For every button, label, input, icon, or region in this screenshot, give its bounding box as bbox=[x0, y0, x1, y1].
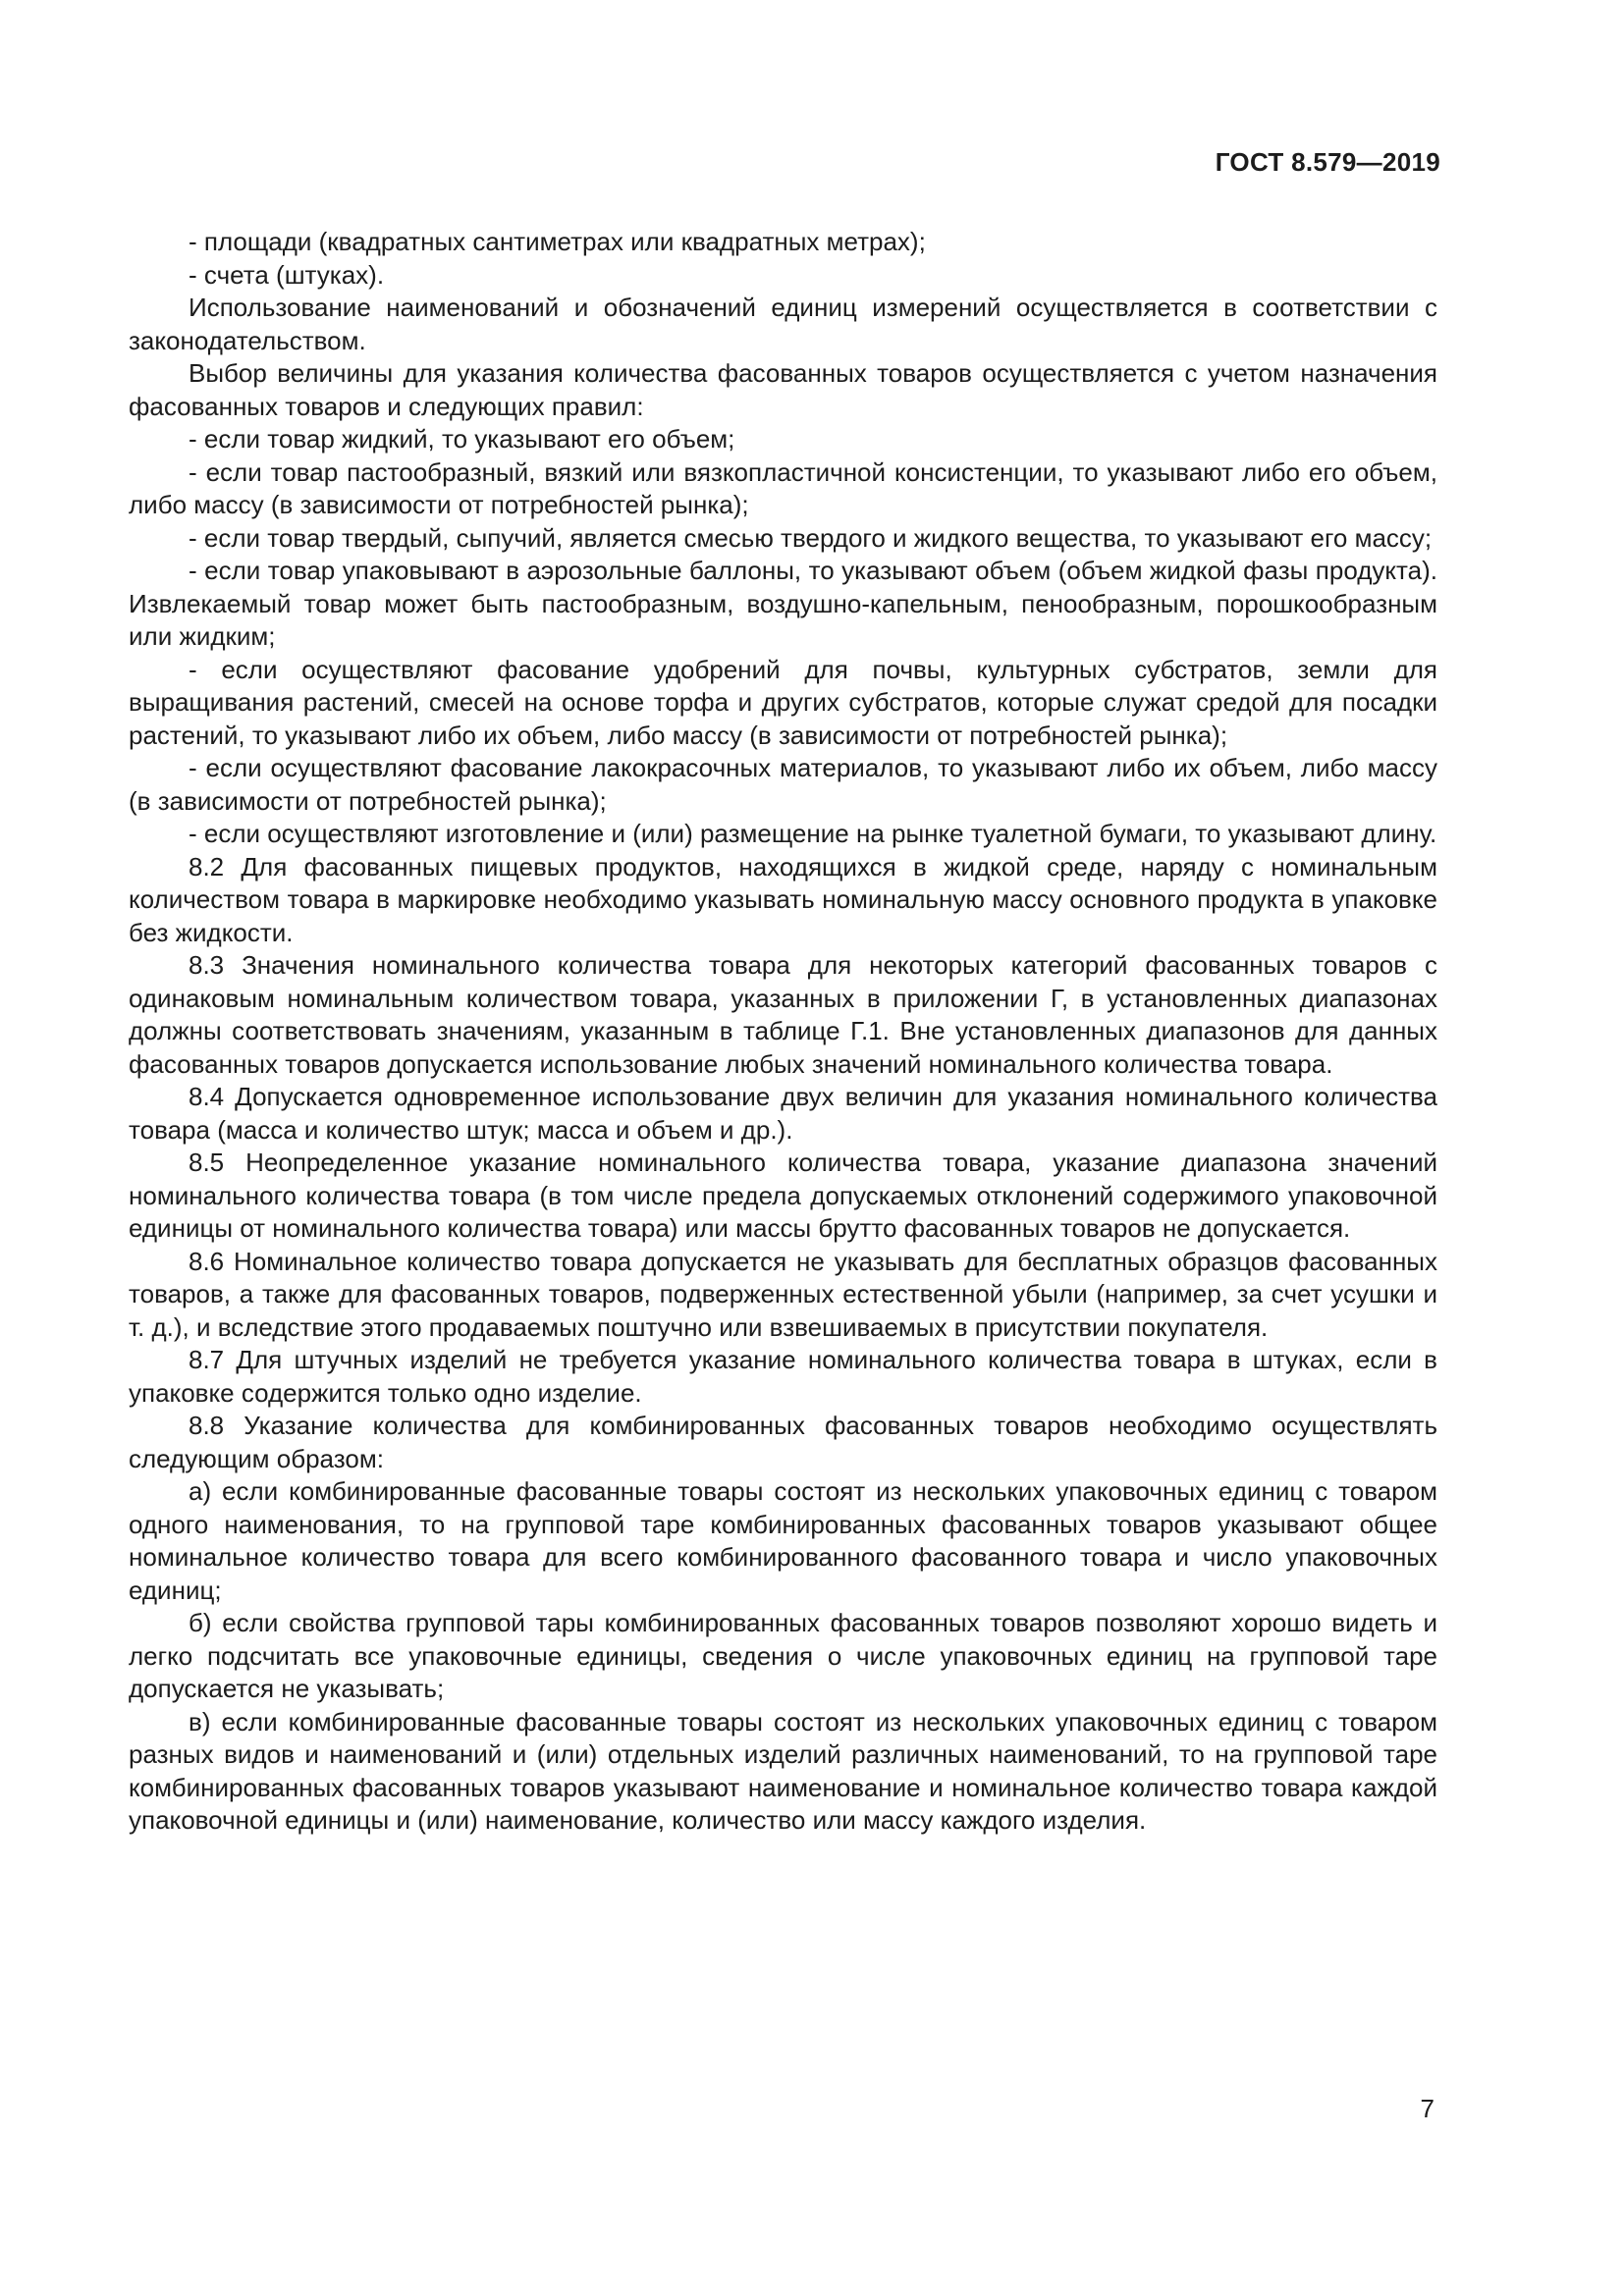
paragraph: Использование наименований и обозначений единиц измерений осуществляется в соответствии с законодательством. bbox=[129, 293, 1437, 355]
paragraph-list-item: - если осуществляют фасование удобрений для почвы, культурных субстратов, земли для выращивания растений, смесей на основе торфа и других субстратов, которые служат средой для посадки растений, то указывают либо их объем, либо массу (в зависимости от потребностей рынка); bbox=[129, 654, 1437, 750]
clause-8-8: 8.8 Указание количества для комбинированных фасованных товаров необходимо осуществлять следующим образом: bbox=[129, 1411, 1437, 1473]
clause-8-6: 8.6 Номинальное количество товара допускается не указывать для бесплатных образцов фасованных товаров, а также для фасованных товаров, подверженных естественной убыли (например, за счет усушки и т. д.), и вследствие этого продаваемых поштучно или взвешиваемых в присутствии покупателя. bbox=[129, 1246, 1437, 1342]
paragraph-list-item: - если товар твердый, сыпучий, является смесью твердого и жидкого вещества, то указывают его массу; bbox=[189, 522, 1433, 553]
clause-8-8-v: в) если комбинированные фасованные товары состоят из нескольких упаковочных единиц с товаром разных видов и наименований и (или) отдельных изделий различных наименований, то на групповой таре комбинированных фасованных товаров указывают наименование и номинальное количество товара каждой упаковочной единицы и (или) наименование, количество или массу каждого изделия. bbox=[129, 1706, 1437, 1835]
body-text bbox=[129, 226, 1437, 1838]
clause-8-8-b: б) если свойства групповой тары комбинированных фасованных товаров позволяют хорошо видеть и легко подсчитать все упаковочные единицы, сведения о числе упаковочных единиц на групповой таре допускается не указывать; bbox=[129, 1608, 1437, 1703]
paragraph-list-item: - счета (штуках). bbox=[189, 259, 385, 290]
clause-8-5: 8.5 Неопределенное указание номинального количества товара, указание диапазона значений номинального количества товара (в том числе предела допускаемых отклонений содержимого упаковочной единицы от номинального количества товара) или массы брутто фасованных товаров не допускается. bbox=[129, 1148, 1437, 1243]
paragraph-list-item: - если товар пастообразный, вязкий или вязкопластичной консистенции, то указывают либо его объем, либо массу (в зависимости от потребностей рынка); bbox=[129, 456, 1437, 519]
clause-8-7: 8.7 Для штучных изделий не требуется указание номинального количества товара в штуках, если в упаковке содержится только одно изделие. bbox=[129, 1345, 1437, 1408]
paragraph-list-item: - если осуществляют изготовление и (или) размещение на рынке туалетной бумаги, то указывают длину. bbox=[189, 819, 1437, 848]
paragraph-list-item: - если товар упаковывают в аэрозольные баллоны, то указывают объем (объем жидкой фазы продукта). Извлекаемый товар может быть пастообразным, воздушно-капельным, пенообразным, порошкообразным или жидким; bbox=[129, 556, 1437, 651]
paragraph-list-item: - площади (квадратных сантиметрах или квадратных метрах); bbox=[189, 227, 926, 256]
clause-8-2: 8.2 Для фасованных пищевых продуктов, находящихся в жидкой среде, наряду с номинальным количеством товара в маркировке необходимо указывать номинальную массу основного продукта в упаковке без жидкости. bbox=[129, 851, 1437, 947]
paragraph: Выбор величины для указания количества фасованных товаров осуществляется с учетом назначения фасованных товаров и следующих правил: bbox=[129, 358, 1437, 421]
clause-8-8-a: а) если комбинированные фасованные товары состоят из нескольких упаковочных единиц с товаром одного наименования, то на групповой таре комбинированных фасованных товаров указывают общее номинальное количество товара для всего комбинированного фасованного товара и число упаковочных единиц; bbox=[129, 1476, 1437, 1605]
clause-8-4: 8.4 Допускается одновременное использование двух величин для указания номинального количества товара (масса и количество штук; масса и объем и др.). bbox=[129, 1082, 1437, 1145]
paragraph-list-item: - если осуществляют фасование лакокрасочных материалов, то указывают либо их объем, либо массу (в зависимости от потребностей рынка); bbox=[129, 753, 1437, 816]
clause-8-3: 8.3 Значения номинального количества товара для некоторых категорий фасованных товаров с одинаковым номинальным количеством товара, указанных в приложении Г, в установленных диапазонах должны соответствовать значениям, указанным в таблице Г.1. Вне установленных диапазонов для данных фасованных товаров допускается использование любых значений номинального количества товара. bbox=[129, 950, 1437, 1079]
page-number: 7 bbox=[1420, 2094, 1435, 2123]
paragraph-list-item: - если товар жидкий, то указывают его объем; bbox=[189, 424, 735, 454]
document-code: ГОСТ 8.579—2019 bbox=[1215, 147, 1440, 177]
